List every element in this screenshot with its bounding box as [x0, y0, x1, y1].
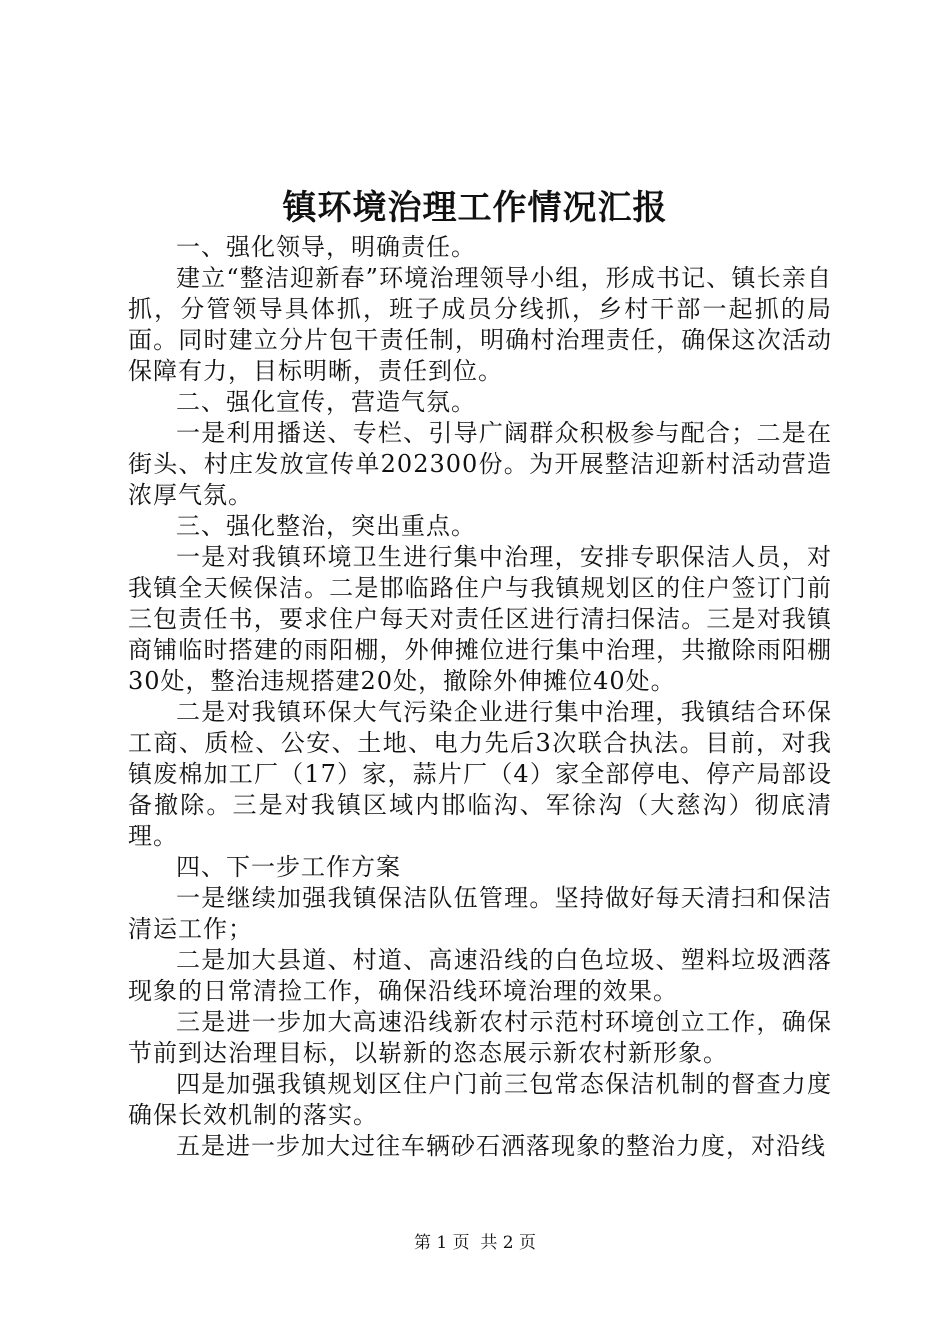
section-heading-1: 一、强化领导，明确责任。 — [176, 233, 476, 261]
paragraph: 一是继续加强我镇保洁队伍管理。坚持做好每天清扫和保洁清运工作； — [128, 884, 832, 943]
section-heading-4: 四、下一步工作方案 — [176, 853, 401, 881]
paragraph: 四是加强我镇规划区住户门前三包常态保洁机制的督查力度确保长效机制的落实。 — [128, 1070, 832, 1129]
section-heading-2: 二、强化宣传，营造气氛。 — [176, 388, 476, 416]
paragraph: 建立“整洁迎新春”环境治理领导小组，形成书记、镇长亲自抓，分管领导具体抓，班子成员分线抓，乡村干部一起抓的局面。同时建立分片包干责任制，明确村治理责任，确保这次活动保障有力，目标明晰，责任到位。 — [128, 264, 832, 385]
document-title: 镇环境治理工作情况汇报 — [282, 188, 668, 228]
paragraph: 一是利用播送、专栏、引导广阔群众积极参与配合；二是在街头、村庄发放宣传单202300份。为开展整洁迎新村活动营造浓厚气氛。 — [128, 419, 832, 509]
document-body — [128, 232, 832, 1162]
paragraph: 一是对我镇环境卫生进行集中治理，安排专职保洁人员，对我镇全天候保洁。二是邯临路住户与我镇规划区的住户签订门前三包责任书，要求住户每天对责任区进行清扫保洁。三是对我镇商铺临时搭建的雨阳棚，外伸摊位进行集中治理，共撤除雨阳棚30处，整治违规搭建20处，撤除外伸摊位40处。 — [128, 543, 832, 695]
paragraph: 三是进一步加大高速沿线新农村示范村环境创立工作，确保节前到达治理目标，以崭新的恣态展示新农村新形象。 — [128, 1008, 832, 1067]
section-heading-3: 三、强化整治，突出重点。 — [176, 512, 476, 540]
paragraph: 五是进一步加大过往车辆砂石洒落现象的整治力度，对沿线 — [176, 1132, 826, 1160]
page-footer: 第 1 页 共 2 页 — [413, 1233, 537, 1253]
paragraph: 二是加大县道、村道、高速沿线的白色垃圾、塑料垃圾洒落现象的日常清捡工作，确保沿线环境治理的效果。 — [128, 946, 832, 1005]
paragraph: 二是对我镇环保大气污染企业进行集中治理，我镇结合环保工商、质检、公安、土地、电力先后3次联合执法。目前，对我镇废棉加工厂（17）家，蒜片厂（4）家全部停电、停产局部设备撤除。三是对我镇区域内邯临沟、军徐沟（大慈沟）彻底清理。 — [128, 698, 832, 850]
